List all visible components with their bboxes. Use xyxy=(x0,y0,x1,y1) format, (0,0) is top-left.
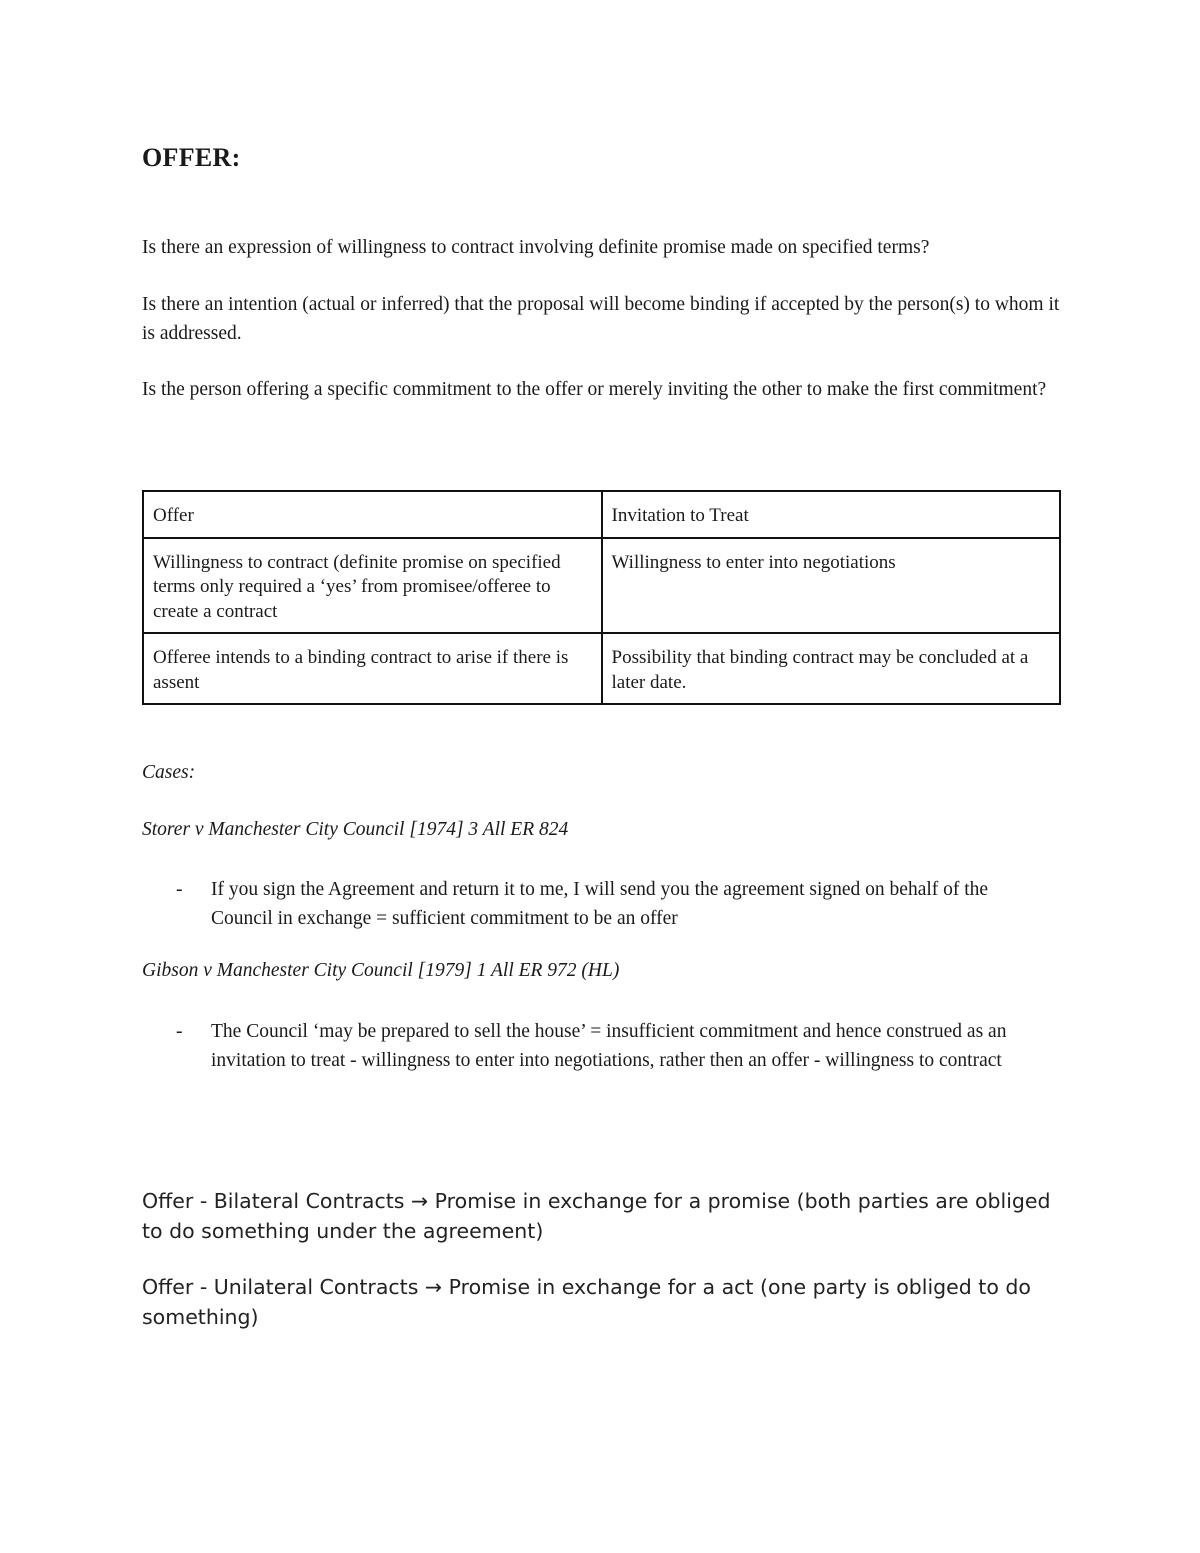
case-title: Gibson v Manchester City Council [1979] 1 All ER 972 (HL) xyxy=(142,960,620,981)
table-cell: Offeree intends to a binding contract to arise if there is assent xyxy=(143,633,602,704)
case-title: Storer v Manchester City Council [1974] 3 All ER 824 xyxy=(142,819,569,840)
table-cell: Willingness to enter into negotiations xyxy=(602,538,1061,634)
question-paragraph: Is the person offering a specific commitment to the offer or merely inviting the other to make the first commitment? xyxy=(142,379,1047,400)
table-cell: Willingness to contract (definite promise on specified terms only required a ‘yes’ from promisee/offeree to create a contract xyxy=(143,538,602,634)
question-paragraph: Is there an expression of willingness to contract involving definite promise made on specified terms? xyxy=(142,237,930,258)
table-header-row xyxy=(143,491,1060,538)
question-paragraph: Is there an intention (actual or inferred) that the proposal will become binding if accepted by the person(s) to whom it is addressed. xyxy=(142,294,1060,344)
offer-vs-invitation-table xyxy=(142,490,1061,705)
bullet-dash: - xyxy=(176,879,183,900)
table-row xyxy=(143,633,1060,704)
contract-type-paragraph: Offer - Bilateral Contracts → Promise in exchange for a promise (both parties are obliged to do something under the agreement) xyxy=(142,1189,1051,1243)
table-header-cell: Offer xyxy=(143,491,602,538)
case-note: If you sign the Agreement and return it to me, I will send you the agreement signed on behalf of the Council in exchange = sufficient commitment to be an offer xyxy=(211,879,989,929)
cases-label: Cases: xyxy=(142,762,196,783)
page-title: OFFER: xyxy=(142,143,241,172)
case-note: The Council ‘may be prepared to sell the house’ = insufficient commitment and hence construed as an invitation to treat - willingness to enter into negotiations, rather then an offer - willingness to contract xyxy=(211,1021,1007,1071)
table-row xyxy=(143,538,1060,634)
table-cell: Possibility that binding contract may be concluded at a later date. xyxy=(602,633,1061,704)
table-header-cell: Invitation to Treat xyxy=(602,491,1061,538)
contract-type-paragraph: Offer - Unilateral Contracts → Promise in exchange for a act (one party is obliged to do something) xyxy=(142,1275,1031,1329)
bullet-dash: - xyxy=(176,1021,183,1042)
